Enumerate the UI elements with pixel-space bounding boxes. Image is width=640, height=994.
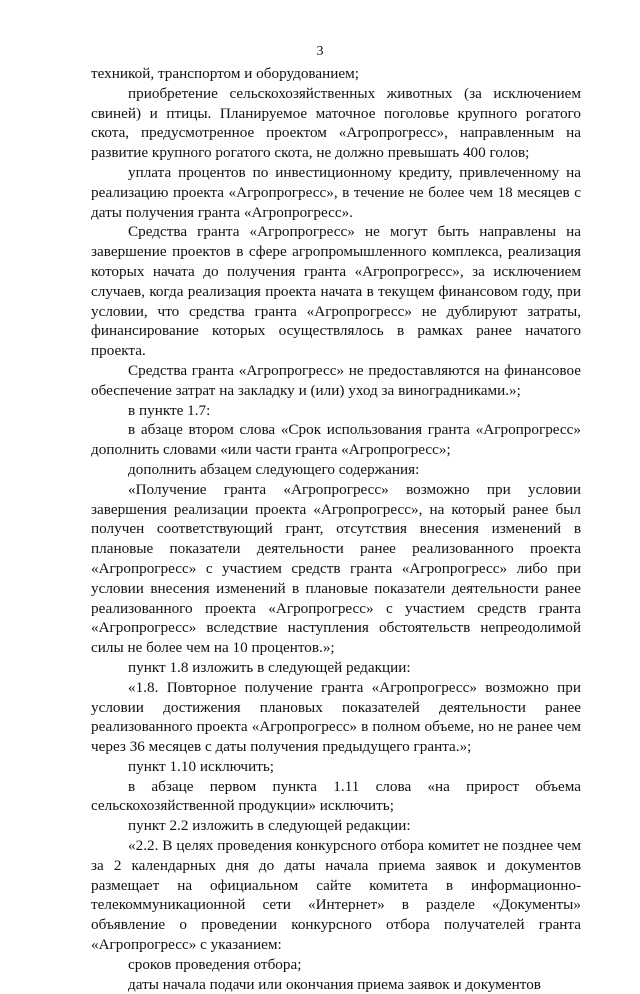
paragraph-5: Средства гранта «Агропрогресс» не предоставляются на финансовое обеспечение затрат на закладку и (или) уход за виноградниками.»; xyxy=(91,361,581,399)
paragraph-14: пункт 2.2 изложить в следующей редакции: xyxy=(128,817,411,835)
paragraph-4: Средства гранта «Агропрогресс» не могут быть направлены на завершение проектов в сфере агропромышленного комплекса, реализация которых начата до получения гранта «Агропрогресс», за исключением случаев, когда реализация проекта начата в текущем финансовом году, при условии, что средства гранта «Агропрогресс» не дублируют затраты, финансирование которых осуществлялось в рамках ранее начатого проекта. xyxy=(91,223,581,360)
document-body xyxy=(91,64,581,994)
paragraph-16: сроков проведения отбора; xyxy=(128,955,302,973)
paragraph-2: приобретение сельскохозяйственных животных (за исключением свиней) и птицы. Планируемое маточное поголовье крупного рогатого скота, предусмотренное проектом «Агропрогресс», направленным на развитие крупного рогатого скота, не должно превышать 400 голов; xyxy=(91,84,581,162)
paragraph-7: в абзаце втором слова «Срок использования гранта «Агропрогресс» дополнить словами «или части гранта «Агропрогресс»; xyxy=(91,421,581,459)
paragraph-11: «1.8. Повторное получение гранта «Агропрогресс» возможно при условии достижения плановых показателей деятельности ранее реализованного проекта «Агропрогресс» в полном объеме, но не ранее чем через 36 месяцев с даты получения предыдущего гранта.»; xyxy=(91,678,581,756)
paragraph-17: даты начала подачи или окончания приема заявок и документов xyxy=(128,975,541,993)
paragraph-6: в пункте 1.7: xyxy=(128,401,211,419)
paragraph-10: пункт 1.8 изложить в следующей редакции: xyxy=(128,658,411,676)
paragraph-15: «2.2. В целях проведения конкурсного отбора комитет не позднее чем за 2 календарных дня до даты начала приема заявок и документов размещает на официальном сайте комитета в информационно-телекоммуникационной сети «Интернет» в разделе «Документы» объявление о проведении конкурсного отбора получателей гранта «Агропрогресс» с указанием: xyxy=(91,837,581,954)
paragraph-12: пункт 1.10 исключить; xyxy=(128,757,274,775)
paragraph-1: техникой, транспортом и оборудованием; xyxy=(91,65,359,82)
paragraph-13: в абзаце первом пункта 1.11 слова «на прирост объема сельскохозяйственной продукции» исключить; xyxy=(91,777,581,815)
paragraph-8: дополнить абзацем следующего содержания: xyxy=(128,460,420,478)
page-number: 3 xyxy=(316,44,324,59)
paragraph-3: уплата процентов по инвестиционному кредиту, привлеченному на реализацию проекта «Агропрогресс», в течение не более чем 18 месяцев с даты получения гранта «Агропрогресс». xyxy=(91,163,581,221)
paragraph-9: «Получение гранта «Агропрогресс» возможно при условии завершения реализации проекта «Агропрогресс», на который ранее был получен соответствующий грант, отсутствия внесения изменений в плановые показатели деятельности ранее реализованного проекта «Агропрогресс» с участием средств гранта «Агропрогресс» либо при условии внесения изменений в плановые показатели деятельности ранее реализованного проекта «Агропрогресс» с участием средств гранта «Агропрогресс» вследствие наступления обстоятельств непреодолимой силы не более чем на 10 процентов.»; xyxy=(91,480,581,657)
